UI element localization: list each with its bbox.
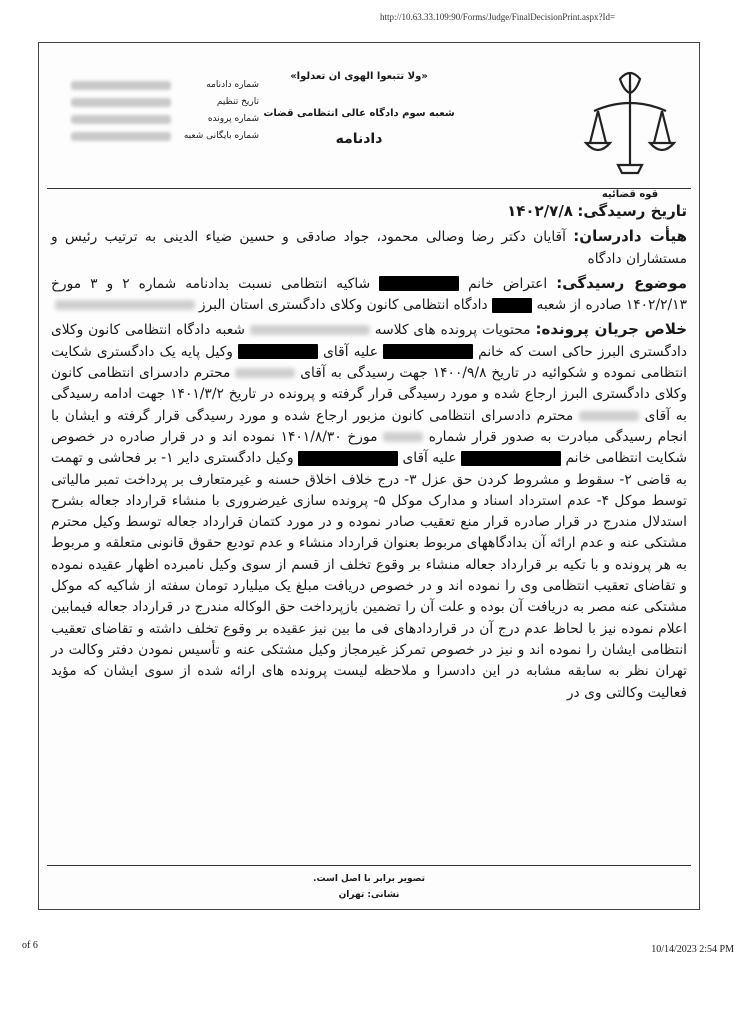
receipt-date-line (51, 201, 687, 223)
summary-text: مورخ ۱۴۰۱/۸/۳۰ نموده اند و در قرار صادره در خصوص شکایت انتظامی خانم (51, 428, 688, 467)
summary-text: ایشان با انجام رسیدگی مبادرت به صدور قرار شماره (51, 407, 687, 445)
court-name: شعبه سوم دادگاه عالی انتظامی قضات (263, 108, 455, 119)
receipt-label: تاریخ رسیدگی: (577, 202, 687, 220)
footer-divider (47, 865, 691, 866)
summary-text: وکیل پایه یک دادگستری شکایت انتظامی نموده و شکوائیه در تاریخ ۱۴۰۰/۹/۸ جهت رسیدگی به آقای (51, 343, 687, 382)
subject-text-c: دادگاه انتظامی کانون وکلای دادگستری استان البرز (198, 297, 488, 314)
summary-text: محترم دادسرای انتظامی کانون مزبور ارجاع شده و مورد رسیدگی قرار گرفته و (104, 407, 574, 424)
blurred-value (71, 81, 171, 90)
summary-label: خلاص جریان پرونده: (535, 320, 688, 339)
redacted-branch (492, 298, 532, 313)
meta-label: شماره بایگانی شعبه (183, 131, 259, 141)
summary-text: علیه آقای (402, 450, 457, 467)
scales-of-justice-icon (580, 65, 680, 185)
meta-row (63, 128, 259, 145)
header-divider (47, 188, 691, 189)
redacted-name (383, 344, 473, 359)
blurred-name (579, 411, 639, 421)
meta-row (63, 77, 259, 94)
blurred-number (383, 432, 423, 442)
summary-text: شعبه دادگاه انتظامی کانون وکلای دادگستری البرز حاکی است که خانم (51, 322, 688, 360)
verdict-sheet (38, 42, 700, 910)
meta-label: شماره پرونده (207, 114, 259, 124)
certified-copy-note: تصویر برابر با اصل است. (313, 874, 425, 884)
summary-paragraph (51, 319, 687, 703)
redacted-name (238, 344, 318, 359)
judges-line (51, 226, 687, 270)
blurred-text (55, 300, 195, 310)
meta-row (63, 111, 259, 128)
subject-label: موضوع رسیدگی: (556, 273, 687, 292)
print-url: http://10.63.33.109:90/Forms/Judge/FinalDecisionPrint.aspx?Id= (380, 12, 616, 22)
blurred-name (235, 368, 295, 378)
document-header (259, 71, 459, 147)
subject-text-b: شاکیه انتظامی نسبت بدادنامه شماره ۲ و ۳ مورخ ۱۴۰۲/۲/۱۳ صادره از شعبه (51, 275, 687, 314)
judges-label: هیأت دادرسان: (573, 227, 687, 246)
document-title: دادنامه (335, 131, 383, 147)
subject-paragraph (51, 273, 687, 317)
subject-text-a: اعتراض خانم (468, 275, 548, 292)
print-datetime: 10/14/2023 2:54 PM (651, 944, 734, 955)
address-line: نشانی: تهران (338, 890, 400, 900)
summary-text: وکیل دادگستری دایر ۱- بر فحاشی و تهمت به قاضی ۲- سقوط و مشروط کردن حق عزل ۳- درج خلاف اخلاق حسنه و غیرمتعارف بر پرداخت تمبر مالیاتی توسط موکل ۴- عدم استرداد اسناد و مدارک موکل ۵- پرونده سازی غیرضروری با منشاء قرارداد جعاله بشرح استدلال مندرج در قرار صادره قرار منع تعقیب صادر نموده و در مورد کتمان قرارداد جعاله توسط وکیل محترم مشتکی عنه و عدم ارائه آن بدادگاههای مربوط بعنوان قرارداد منشاء و عدم تودیع حقوق قانونی متعلقه و مربوط به هر پرونده و با تکیه بر قرارداد جعاله منشاء بر وقوع تخلف از قسم از سوی وکیل نامبرده اظهار عقیده نموده و تقاضای تعقیب انتظامی وی را نموده اند و در خصوص دریافت مبلغ یک میلیارد تومان سفته از شاکیه که موکل مشتکی عنه مصر به دریافت آن بوده و علت آن را تضمین بازپرداخت حق الوکاله مندرج در قرارداد جعاله فیمابین اعلام نموده نیز با لحاظ عدم درج آن در قراردادهای فی ما بین نیز عقیده بر وقوع تخلف داشته و تقاضای تعقیب انتظامی ایشان را نموده اند و نیز در خصوص تمرکز غیرمجاز وکیل مشتکی عنه و تأسیس نمودن دفتر وکالت در تهران نظر به سابقه مشابه در این دادسرا و ملاحظه لیست پرونده های ارائه شده از سوی ایشان که مؤید فعالیت وکالتی وی در (51, 450, 687, 701)
verdict-body (51, 201, 687, 707)
meta-label: تاریخ تنظیم (216, 97, 259, 107)
blurred-value (71, 132, 171, 141)
summary-text: علیه آقای (323, 343, 378, 360)
blurred-value (71, 98, 171, 107)
redacted-name (298, 451, 398, 466)
receipt-date: ۱۴۰۲/۷/۸ (507, 202, 573, 220)
meta-label: شماره دادنامه (206, 80, 259, 90)
redacted-name (379, 276, 459, 291)
redacted-name (461, 451, 561, 466)
blurred-case-number (250, 325, 370, 335)
judges-text: آقایان دکتر رضا وصالی محمود، جواد صادقی و حسین ضیاء الدینی به ترتیب رئیس و مستشاران دادگاه (51, 229, 687, 267)
summary-text: محتویات پرونده های کلاسه (374, 322, 531, 339)
summary-text: محترم دادسرای انتظامی کانون وکلای دادگستری البرز ارجاع شده و مورد رسیدگی قرار گرفته و پرونده در تاریخ ۱۴۰۱/۳/۲ جهت ادامه رسیدگی به آقای (51, 365, 688, 424)
blurred-value (71, 115, 171, 124)
page-count: of 6 (22, 940, 38, 951)
sheet-footer (39, 871, 699, 903)
header-verse: «ولا تتبعوا الهوی ان تعدلوا» (290, 71, 428, 82)
document-meta (63, 77, 259, 145)
meta-row (63, 94, 259, 111)
emblem-caption: قوه قضائیه (601, 189, 659, 200)
